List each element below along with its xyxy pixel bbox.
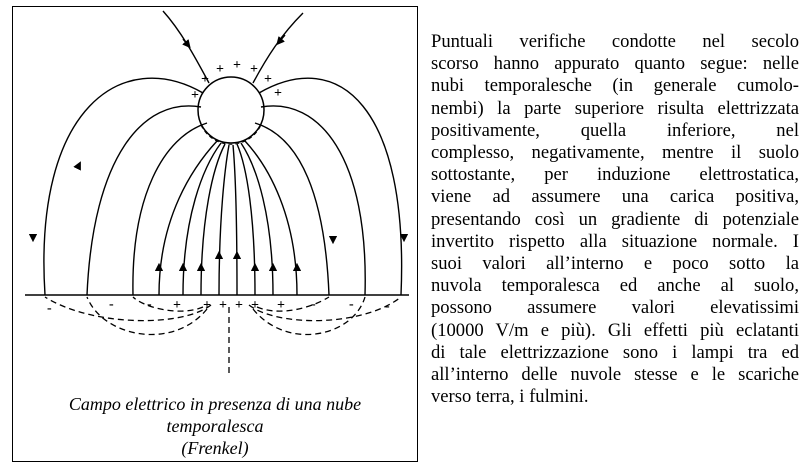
paragraph-line: presentando così un gradiente di potenziale <box>431 208 799 230</box>
paragraph-line: complesso, negativamente, mentre il suolo <box>431 142 799 164</box>
caption-line: Campo elettrico in presenza di una nube <box>68 394 362 414</box>
svg-text:-: - <box>311 297 316 312</box>
svg-text:+: + <box>264 72 272 87</box>
svg-text:-: - <box>385 299 390 314</box>
svg-text:+: + <box>191 88 199 103</box>
paragraph-line: Puntuali verifiche condotte nel secolo <box>431 31 799 52</box>
svg-text:+: + <box>277 298 285 313</box>
svg-text:+: + <box>233 58 241 73</box>
caption-line: (Frenkel) <box>181 438 249 458</box>
figure-frame <box>12 6 418 462</box>
svg-text:-: - <box>109 297 114 312</box>
caption-line: temporalesca <box>166 416 264 436</box>
paragraph-line: sottostante, per induzione elettrostatica, <box>431 164 799 186</box>
svg-text:+: + <box>216 62 224 77</box>
paragraph-line: possono assumere valori elevatissimi <box>431 297 799 319</box>
figure-caption <box>13 393 417 459</box>
svg-text:-: - <box>47 301 52 316</box>
paragraph-line: nuvola temporalesca ed anche al suolo, <box>431 275 799 297</box>
paragraph-line: scorso hanno appurato quanto segue: nelle <box>431 53 799 75</box>
svg-text:+: + <box>274 86 282 101</box>
paragraph-line: invertito rispetto alla situazione normale. I <box>431 230 799 252</box>
paragraph-line: nubi temporalesche (in generale cumolo- <box>431 75 799 97</box>
paragraph-line: all’interno delle nuvole stesse e le scariche <box>431 364 799 386</box>
svg-text:+: + <box>251 298 259 313</box>
svg-text:+: + <box>173 298 181 313</box>
inner-field-lines <box>159 141 297 295</box>
svg-text:-: - <box>349 297 354 312</box>
svg-text:-: - <box>147 297 152 312</box>
paragraph-line: nembi) la parte superiore risulta elettrizzata <box>431 97 799 119</box>
svg-text:+: + <box>219 298 227 313</box>
body-paragraph <box>431 31 799 408</box>
paragraph-line: viene ad assumere una carica positiva, <box>431 186 799 208</box>
paragraph-line: (10000 V/m e più). Gli effetti più eclatanti <box>431 319 799 341</box>
paragraph-line: positivamente, quella inferiore, nel <box>431 119 799 141</box>
svg-text:+: + <box>201 72 209 87</box>
svg-text:+: + <box>250 62 258 77</box>
svg-text:+: + <box>203 298 211 313</box>
paragraph-line: di tale elettrizzazione sono i lampi tra ed <box>431 341 799 363</box>
paragraph-line: verso terra, i fulmini. <box>431 386 589 408</box>
svg-text:+: + <box>235 298 243 313</box>
paragraph-line: suoi valori all’interno e poco sotto la <box>431 253 799 275</box>
